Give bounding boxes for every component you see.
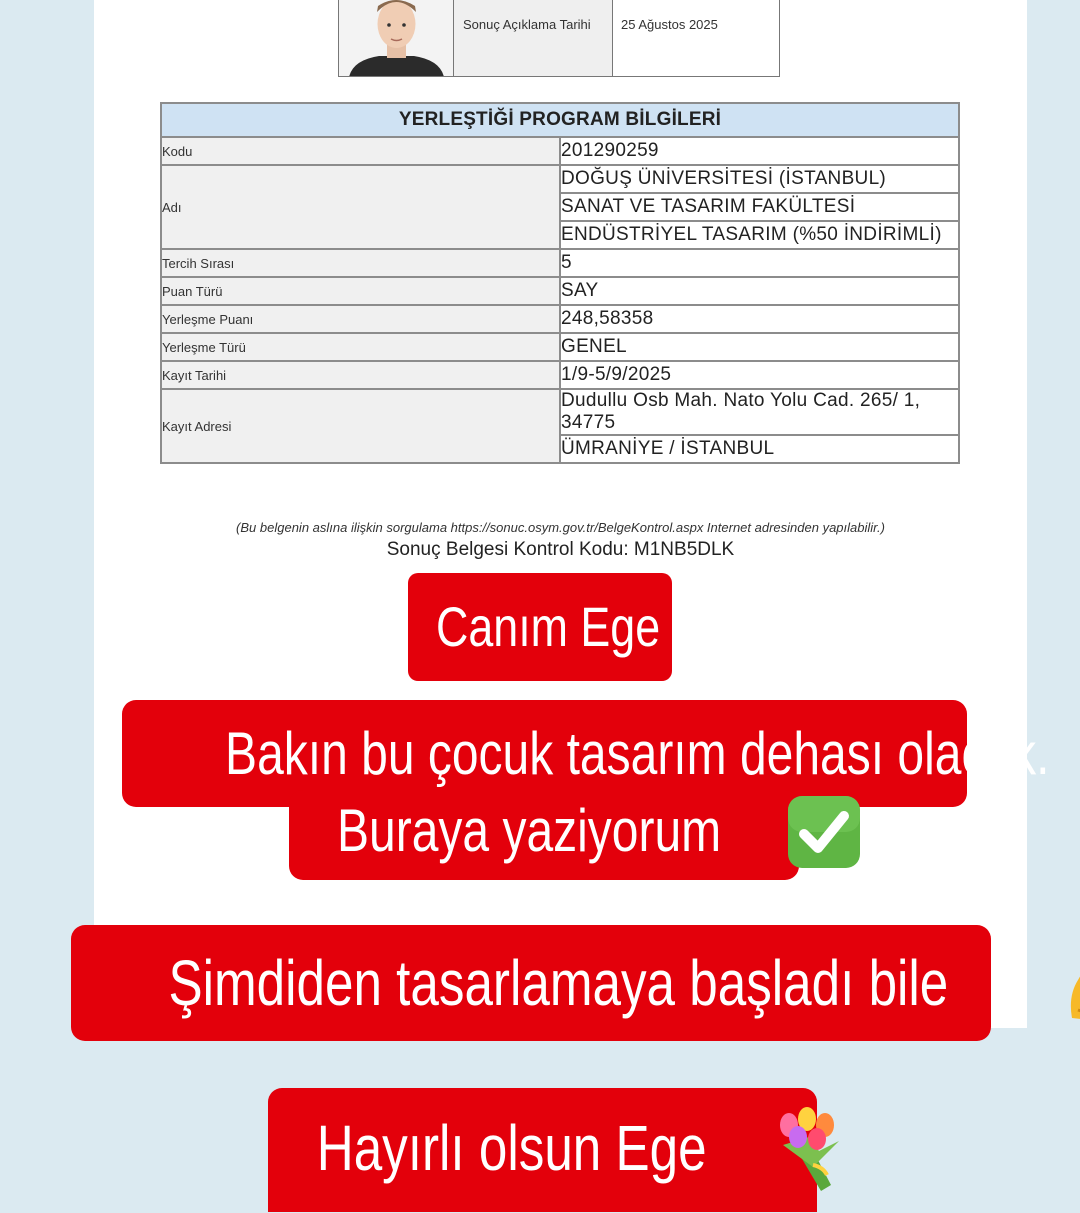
faculty-name: SANAT VE TASARIM FAKÜLTESİ — [560, 193, 959, 221]
table-row — [161, 389, 959, 435]
tulip-bouquet-emoji-icon — [773, 1093, 845, 1213]
university-name: DOĞUŞ ÜNİVERSİTESİ (İSTANBUL) — [560, 165, 959, 193]
sticker-canim-ege — [408, 573, 672, 681]
preference-order-label: Tercih Sırası — [161, 249, 560, 277]
control-code: Sonuç Belgesi Kontrol Kodu: M1NB5DLK — [386, 539, 735, 560]
placement-type-value: GENEL — [560, 333, 959, 361]
placement-score-value: 248,58358 — [560, 305, 959, 333]
sticker-text: Bakın bu çocuk tasarım dehası olacak. — [225, 720, 1050, 787]
sticker-text: Şimdiden tasarlamaya başladı bile — [168, 947, 949, 1019]
flexed-biceps-emoji-icon — [1064, 930, 1080, 1046]
name-label: Adı — [161, 165, 560, 249]
code-value: 201290259 — [560, 137, 959, 165]
table-row — [161, 165, 959, 193]
program-info-table — [160, 102, 960, 464]
verification-note: (Bu belgenin aslına ilişkin sorgulama https://sonuc.osym.gov.tr/BelgeKontrol.aspx Internet adresinden yapılabilir.) — [236, 520, 885, 535]
department-name: ENDÜSTRİYEL TASARIM (%50 İNDİRİMLİ) — [560, 221, 959, 249]
score-type-value: SAY — [560, 277, 959, 305]
table-row — [161, 137, 959, 165]
code-label: Kodu — [161, 137, 560, 165]
candidate-info-box — [338, 0, 780, 77]
table-row — [161, 361, 959, 389]
registration-date-label: Kayıt Tarihi — [161, 361, 560, 389]
score-type-label: Puan Türü — [161, 277, 560, 305]
placement-score-label: Yerleşme Puanı — [161, 305, 560, 333]
result-date-value: 25 Ağustos 2025 — [621, 17, 718, 32]
registration-address-line1: Dudullu Osb Mah. Nato Yolu Cad. 265/ 1, 34775 — [560, 389, 959, 435]
sticker-congratulations — [268, 1088, 817, 1212]
check-mark-emoji-icon — [786, 794, 862, 877]
table-row — [161, 277, 959, 305]
table-row — [161, 305, 959, 333]
table-row — [161, 333, 959, 361]
registration-date-value: 1/9-5/9/2025 — [560, 361, 959, 389]
registration-address-label: Kayıt Adresi — [161, 389, 560, 463]
sticker-text: Hayırlı olsun Ege — [316, 1112, 707, 1184]
sticker-text: Canım Ege — [436, 595, 661, 658]
preference-order-value: 5 — [560, 249, 959, 277]
registration-address-line2: ÜMRANİYE / İSTANBUL — [560, 435, 959, 463]
program-table-title: YERLEŞTİĞİ PROGRAM BİLGİLERİ — [161, 103, 959, 137]
sticker-design-genius-line2 — [289, 790, 799, 880]
sticker-text: Buraya yaziyorum — [337, 797, 722, 864]
result-date-label: Sonuç Açıklama Tarihi — [454, 0, 613, 76]
candidate-photo — [339, 0, 454, 76]
table-row — [161, 249, 959, 277]
sticker-started-designing — [71, 925, 991, 1041]
placement-type-label: Yerleşme Türü — [161, 333, 560, 361]
